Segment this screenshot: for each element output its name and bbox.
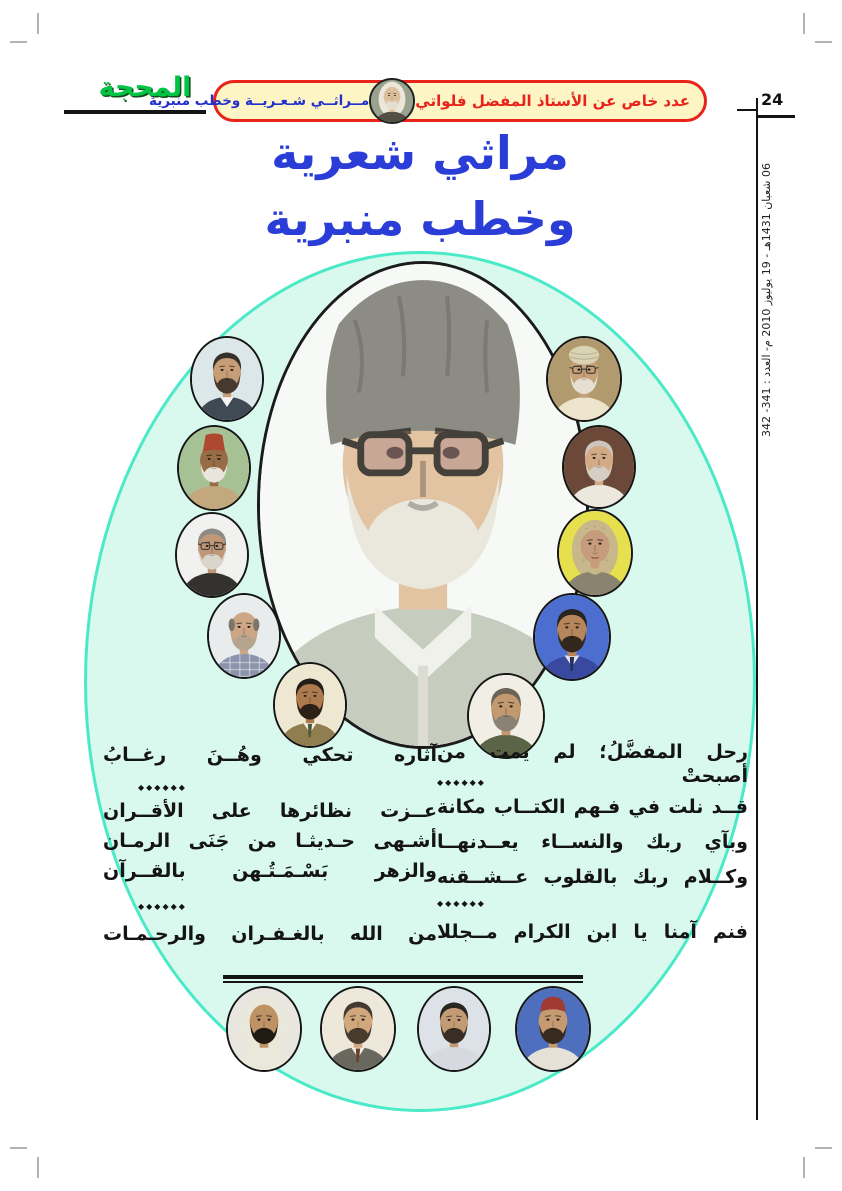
- crop-mark-bottom-right-v: [803, 1157, 805, 1178]
- crop-mark-top-right-h: [815, 41, 832, 43]
- poem-separator: ◆◆◆◆◆◆: [138, 783, 187, 792]
- page-title-line1: مراثي شعرية: [271, 126, 569, 180]
- issue-date-sidebar: 06 شعبان 1431هـ - 19 يوليوز 2010 م- العدد : 341- 342: [760, 163, 773, 437]
- photo-elder-red-fez: [177, 425, 251, 511]
- bottom-divider-rule: [223, 975, 583, 983]
- crop-mark-top-right-v: [803, 13, 805, 34]
- poem-line: من الله بالغـفـران والرحـمـات: [103, 923, 437, 945]
- photo-man-blue-shirt: [533, 593, 611, 681]
- photo-balding-man-checked-shirt: [207, 593, 281, 679]
- poem-separator: ◆◆◆◆◆◆: [138, 902, 187, 911]
- crop-mark-bottom-right-h: [815, 1147, 832, 1149]
- poem-line: رحل المفضَّلُ؛ لم يمت من أصبحتْ: [437, 741, 748, 787]
- page-edge-rule: [756, 98, 758, 1120]
- poem-line: فنم آمنا يا ابن الكرام مــجللا: [437, 921, 748, 943]
- poem-line: عــزت نظائرها على الأقــران: [103, 800, 437, 822]
- crop-mark-bottom-left-v: [37, 1157, 39, 1178]
- photo-bearded-man-suit: [190, 336, 264, 422]
- badge-special-issue-text: عدد خاص عن الأستاذ المفضل فلواتي: [415, 92, 690, 110]
- photo-man-gray-suit: [320, 986, 396, 1072]
- poem-line: وبآي ربك والنســاء يعــدنهــا: [437, 831, 748, 853]
- crop-mark-top-left-v: [37, 13, 39, 34]
- crop-mark-bottom-left-h: [10, 1147, 27, 1149]
- poem-line: أشـهى حـديثـا من جَنَى الرمـان: [103, 830, 437, 852]
- poem-separator: ◆◆◆◆◆◆: [437, 778, 486, 787]
- badge-portrait-photo: [369, 78, 415, 124]
- page-title-line2: وخطب منبرية: [264, 192, 576, 246]
- page-edge-tick: [737, 109, 756, 111]
- crop-mark-top-left-h: [10, 41, 27, 43]
- logo-underline: [64, 110, 206, 114]
- photo-young-man-pale-shirt: [417, 986, 491, 1072]
- poem-line: آثاره تحكي وهُــنَ رغــابُ: [103, 744, 437, 766]
- photo-sheikh-turban: [546, 336, 622, 422]
- photo-woman-headscarf: [557, 509, 633, 597]
- header-badge: [149, 80, 707, 122]
- poem-right-column: [437, 741, 748, 961]
- page-number: 24: [761, 90, 784, 109]
- poem-line: والزهر بَسْـمَـتُـهن بالقــرآن: [103, 860, 437, 882]
- photo-young-man-white-robe: [226, 986, 302, 1072]
- poem-separator: ◆◆◆◆◆◆: [437, 899, 486, 908]
- page-number-underline: [758, 115, 795, 118]
- poem-line: قــد نلت في فـهم الكتــاب مكانة: [437, 796, 748, 818]
- poem-line: وكــلام ربك بالقلوب عــشــقنه: [437, 866, 748, 888]
- photo-man-khaki-suit: [273, 662, 347, 748]
- photo-gray-haired-man: [562, 425, 636, 509]
- badge-topic-text: مــراثــي شـعـريــة وخطب منبرية: [149, 93, 370, 109]
- magazine-logo: المحجة: [98, 72, 192, 103]
- photo-man-black-glasses: [175, 512, 249, 598]
- poem-left-column: [103, 744, 437, 964]
- photo-young-man-red-cap: [515, 986, 591, 1072]
